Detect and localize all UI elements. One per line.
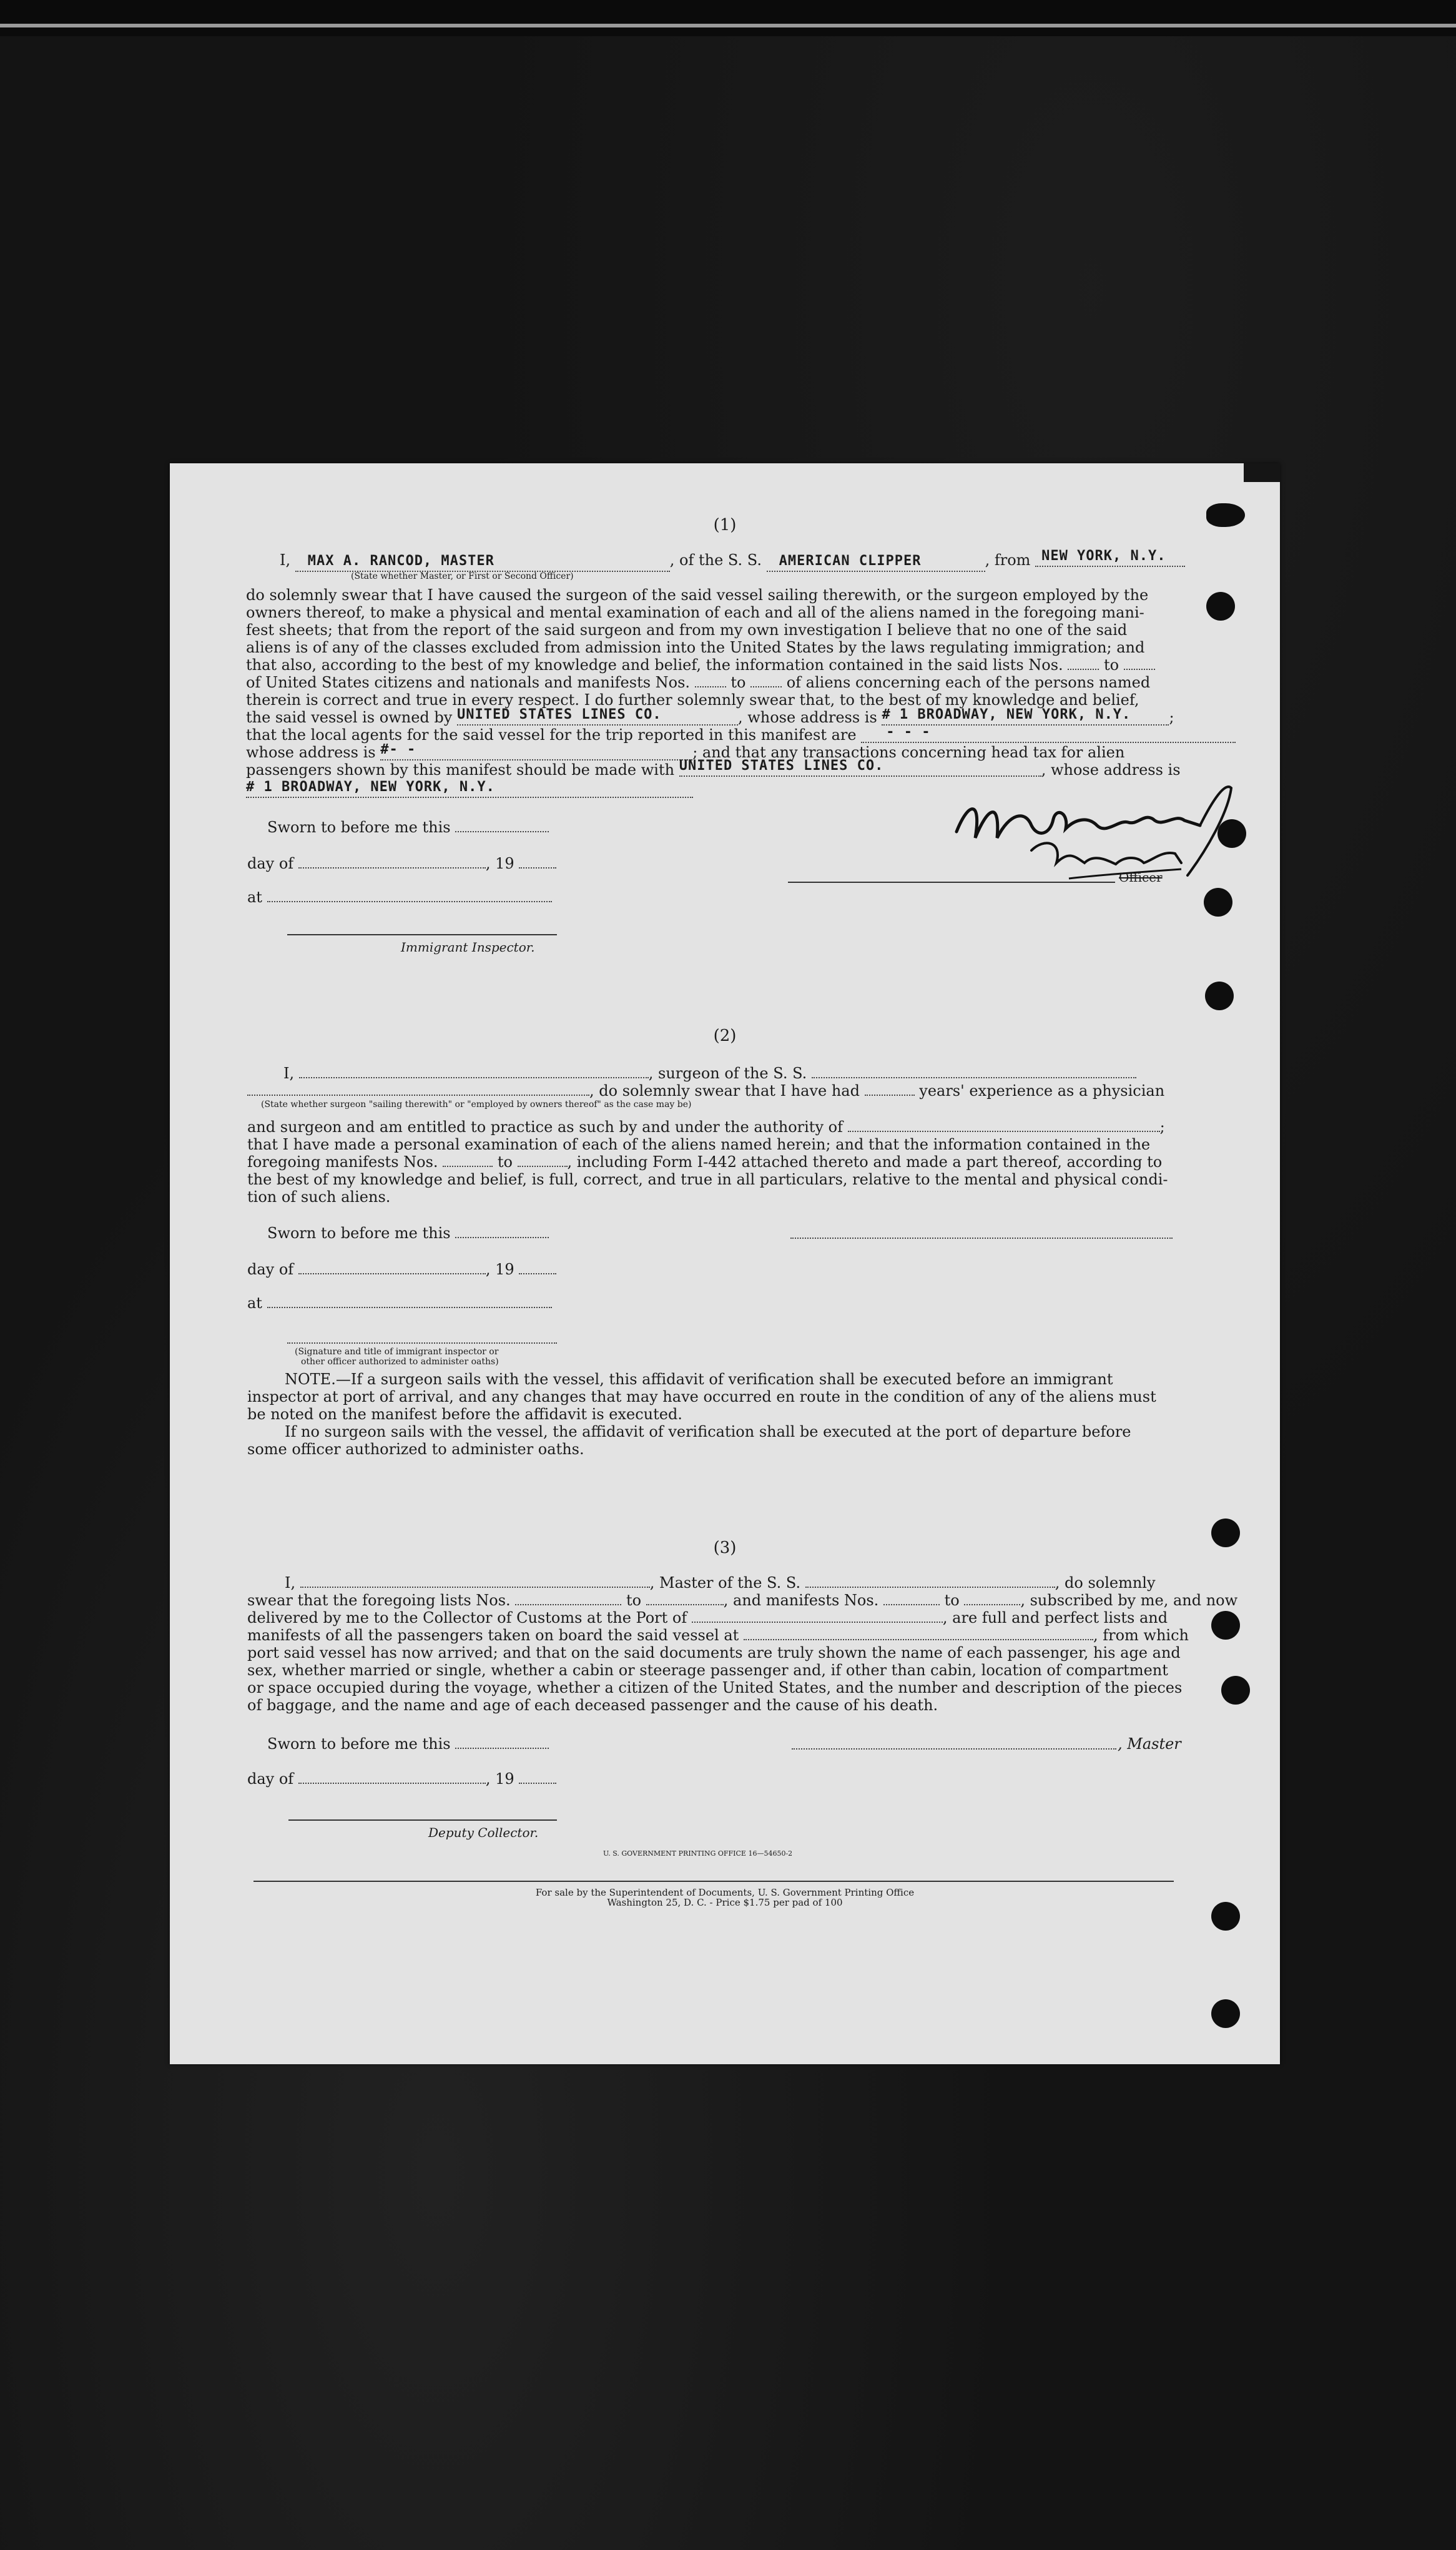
surgeon-header-line [283, 1064, 1136, 1083]
surgeon-status-caption: (State whether surgeon "sailing therewith" or "employed by owners thereof" as the case may be) [261, 1100, 692, 1110]
blank-field [298, 1770, 486, 1784]
surgeon-oath-text: , do solemnly swear that I have had [589, 1082, 860, 1100]
oath-text: ; and that any transactions concerning head tax for alien [692, 744, 1125, 761]
lists-nos-label: swear that the foregoing lists Nos. [247, 1592, 511, 1609]
departure-port: NEW YORK, N.Y. [1035, 547, 1185, 567]
punch-hole [1211, 1611, 1240, 1640]
date-line [247, 1260, 556, 1279]
blank-field [744, 1627, 1093, 1640]
footer-rule [253, 1879, 1174, 1882]
oath-text-line: do solemnly swear that I have caused the surgeon of the said vessel sailing therewith, or the surgeon employed by the [246, 586, 1149, 604]
master-name: MAX A. RANCOD, MASTER [295, 552, 670, 572]
officer-rank-caption: (State whether Master, or First or Second Officer) [351, 571, 574, 581]
inspector-signature-line [287, 1341, 557, 1344]
oath-text-line: fest sheets; that from the report of the said surgeon and from my own investigation I believe that no one of the said [246, 621, 1128, 639]
sworn-label: Sworn to before me this [267, 1224, 451, 1242]
blank-field [692, 1609, 943, 1623]
oath-text: of aliens concerning each of the persons named [786, 674, 1151, 691]
day-of-label: day of [247, 1770, 294, 1788]
sworn-line [267, 1224, 549, 1243]
immigrant-inspector-caption: Immigrant Inspector. [401, 940, 535, 955]
pronoun-i: I, [280, 551, 291, 569]
date-line [247, 854, 556, 873]
oath-header-line [280, 548, 1185, 572]
punch-hole [1204, 888, 1232, 917]
top-rule [0, 24, 1456, 27]
deputy-signature-line [288, 1818, 557, 1821]
owned-by-label: the said vessel is owned by [246, 709, 453, 726]
section-1-number: (1) [713, 516, 737, 534]
master-oath-text: , are full and perfect lists and [942, 1609, 1168, 1627]
pronoun-i: I, [285, 1574, 296, 1592]
surgeon-oath-line: tion of such aliens. [247, 1188, 391, 1206]
surgeon-oath-line: that I have made a personal examination of each of the aliens named herein; and that the information contained in the [247, 1136, 1151, 1153]
manifests-nos-label: foregoing manifests Nos. [247, 1153, 438, 1171]
semicolon: ; [1159, 1118, 1165, 1136]
inspector-signature-line [287, 933, 557, 935]
punch-hole [1206, 592, 1235, 621]
blank-field [300, 1574, 650, 1588]
master-oath-text: , subscribed by me, and now [1020, 1592, 1238, 1609]
pronoun-i: I, [283, 1065, 295, 1082]
surgeon-oath-line [247, 1118, 1165, 1136]
agents-address: #- - [380, 741, 692, 761]
day-of-label: day of [247, 855, 294, 872]
master-oath-line: or space occupied during the voyage, whether a citizen of the United States, and the number and description of the pieces [247, 1679, 1183, 1696]
blank-field [695, 674, 726, 687]
blank-field [805, 1574, 1055, 1588]
to-label: to [497, 1153, 513, 1171]
blank-field [267, 889, 552, 902]
year-prefix: , 19 [485, 1261, 514, 1278]
note-line: be noted on the manifest before the affidavit is executed. [247, 1405, 682, 1423]
master-oath-line: sex, whether married or single, whether a cabin or steerage passenger and, if other than cabin, location of compartment [247, 1661, 1168, 1679]
blank-field [519, 1770, 556, 1784]
microfilm-top-bar [0, 0, 1456, 36]
surgeon-oath-line [247, 1153, 1162, 1171]
blank-field [455, 819, 549, 832]
surgeon-oath-line [247, 1081, 1164, 1100]
master-oath-text: , do solemnly [1055, 1574, 1156, 1592]
blank-field [519, 1261, 556, 1274]
manifests-nos-label: , and manifests Nos. [723, 1592, 879, 1609]
master-signature [938, 775, 1280, 888]
surgeon-oath-text: and surgeon and am entitled to practice as such by and under the authority of [247, 1118, 843, 1136]
address-label: , whose address is [737, 709, 877, 726]
master-oath-line [247, 1608, 1168, 1627]
oath-text-line [246, 777, 693, 798]
place-line [247, 888, 552, 907]
blank-field [519, 855, 556, 869]
blank-field [646, 1592, 724, 1605]
place-line [247, 1294, 552, 1312]
surgeon-signature-line [790, 1236, 1173, 1239]
at-label: at [247, 1294, 262, 1312]
master-oath-line [247, 1591, 1237, 1610]
to-label: to [1103, 656, 1119, 674]
officer-label: Officer [1119, 870, 1163, 885]
local-agents: - - - [861, 723, 1236, 743]
master-oath-line: of baggage, and the name and age of each deceased passenger and the cause of his death. [247, 1696, 938, 1714]
local-agents-label: that the local agents for the said vessel for the trip reported in this manifest are [246, 726, 857, 744]
master-oath-text: manifests of all the passengers taken on board the said vessel at [247, 1627, 739, 1644]
sworn-line [267, 1735, 549, 1753]
blank-field [1068, 656, 1099, 670]
punch-hole [1211, 1999, 1240, 2028]
blank-field [750, 674, 782, 687]
blank-field [812, 1065, 1136, 1078]
blank-field [267, 1294, 552, 1308]
master-of-ss-label: , Master of the S. S. [649, 1574, 801, 1592]
master-oath-text: , from which [1093, 1627, 1189, 1644]
footer-sale-line: For sale by the Superintendent of Documents, U. S. Government Printing Office [535, 1887, 915, 1898]
master-oath-line [285, 1573, 1156, 1592]
torn-corner [1244, 463, 1280, 482]
blank-field [298, 855, 486, 869]
blank-field [865, 1082, 915, 1096]
from-label: , from [985, 551, 1031, 569]
oath-text-line [246, 673, 1150, 692]
sworn-label: Sworn to before me this [267, 1735, 451, 1753]
oath-text-line [246, 656, 1155, 674]
note-line: inspector at port of arrival, and any changes that may have occurred en route in the condition of any of the aliens must [247, 1388, 1156, 1405]
master-signature-line [788, 880, 1115, 883]
at-label: at [247, 889, 262, 906]
to-label: to [626, 1592, 642, 1609]
ship-name: AMERICAN CLIPPER [767, 552, 985, 572]
blank-field [964, 1592, 1020, 1605]
oath-text-line: therein is correct and true in every respect. I do further solemnly swear that, to the best of my knowledge and belief, [246, 691, 1139, 709]
oath-text-line: aliens is of any of the classes excluded from admission into the United States by the laws regulating immigration; and [246, 639, 1145, 656]
head-tax-address: # 1 BROADWAY, NEW YORK, N.Y. [246, 778, 693, 798]
surgeon-oath-text: years' experience as a physician [919, 1082, 1165, 1100]
master-signature-line [792, 1747, 1116, 1750]
vessel-owner: UNITED STATES LINES CO. [457, 706, 738, 726]
punch-hole [1205, 982, 1234, 1010]
manifest-affidavit-page [170, 463, 1280, 2064]
owner-address: # 1 BROADWAY, NEW YORK, N.Y. [882, 706, 1169, 726]
semicolon: ; [1169, 709, 1174, 726]
deputy-collector-caption: Deputy Collector. [428, 1825, 539, 1840]
blank-field [443, 1153, 493, 1167]
note-line: If no surgeon sails with the vessel, the affidavit of verification shall be executed at the port of departure before [285, 1423, 1131, 1440]
blank-field [883, 1592, 940, 1605]
address-label: , whose address is [1041, 761, 1181, 779]
note-line: NOTE.—If a surgeon sails with the vessel, this affidavit of verification shall be executed before an immigrant [285, 1371, 1113, 1388]
blank-field [1124, 656, 1155, 670]
manifests-nos-label: of United States citizens and nationals and manifests Nos. [246, 674, 691, 691]
of-ss-label: , of the S. S. [669, 551, 762, 569]
blank-field [247, 1082, 589, 1096]
blank-field [848, 1118, 1160, 1132]
to-label: to [730, 674, 746, 691]
section-2-number: (2) [713, 1026, 737, 1045]
signature-caption: other officer authorized to administer oaths) [301, 1357, 499, 1367]
date-line [247, 1770, 556, 1788]
agents-address-label: whose address is [246, 744, 376, 761]
lists-nos-label: that also, according to the best of my knowledge and belief, the information contained in the said lists Nos. [246, 656, 1063, 674]
sworn-line [267, 818, 549, 837]
footer-price-line: Washington 25, D. C. - Price $1.75 per pad of 100 [607, 1897, 843, 1908]
year-prefix: , 19 [485, 855, 514, 872]
head-tax-company: UNITED STATES LINES CO. [679, 757, 1041, 777]
signature-caption: (Signature and title of immigrant inspector or [295, 1347, 499, 1357]
blank-field [298, 1261, 486, 1274]
blank-field [299, 1065, 649, 1078]
surgeon-oath-line: the best of my knowledge and belief, is full, correct, and true in all particulars, relative to the mental and physical condi- [247, 1171, 1168, 1188]
note-line: some officer authorized to administer oaths. [247, 1440, 584, 1458]
collector-label: delivered by me to the Collector of Customs at the Port of [247, 1609, 687, 1627]
surgeon-of-ss-label: , surgeon of the S. S. [648, 1065, 807, 1082]
master-caption: , Master [1118, 1735, 1181, 1753]
master-oath-line [247, 1626, 1189, 1645]
gpo-imprint: U. S. GOVERNMENT PRINTING OFFICE 16—54650-2 [603, 1849, 793, 1858]
blank-field [455, 1735, 549, 1749]
surgeon-oath-text: , including Form I-442 attached thereto and made a part thereof, according to [567, 1153, 1163, 1171]
blank-field [515, 1592, 621, 1605]
blank-field [518, 1153, 568, 1167]
day-of-label: day of [247, 1261, 294, 1278]
punch-hole [1221, 1676, 1250, 1705]
year-prefix: , 19 [485, 1770, 514, 1788]
master-oath-line: port said vessel has now arrived; and that on the said documents are truly shown the name of each passenger, his age and [247, 1644, 1181, 1661]
head-tax-label: passengers shown by this manifest should be made with [246, 761, 675, 779]
oath-text-line: owners thereof, to make a physical and mental examination of each and all of the aliens named in the foregoing mani- [246, 604, 1144, 621]
blank-field [455, 1224, 549, 1238]
to-label: to [944, 1592, 960, 1609]
section-3-number: (3) [713, 1538, 737, 1557]
sworn-label: Sworn to before me this [267, 819, 451, 836]
